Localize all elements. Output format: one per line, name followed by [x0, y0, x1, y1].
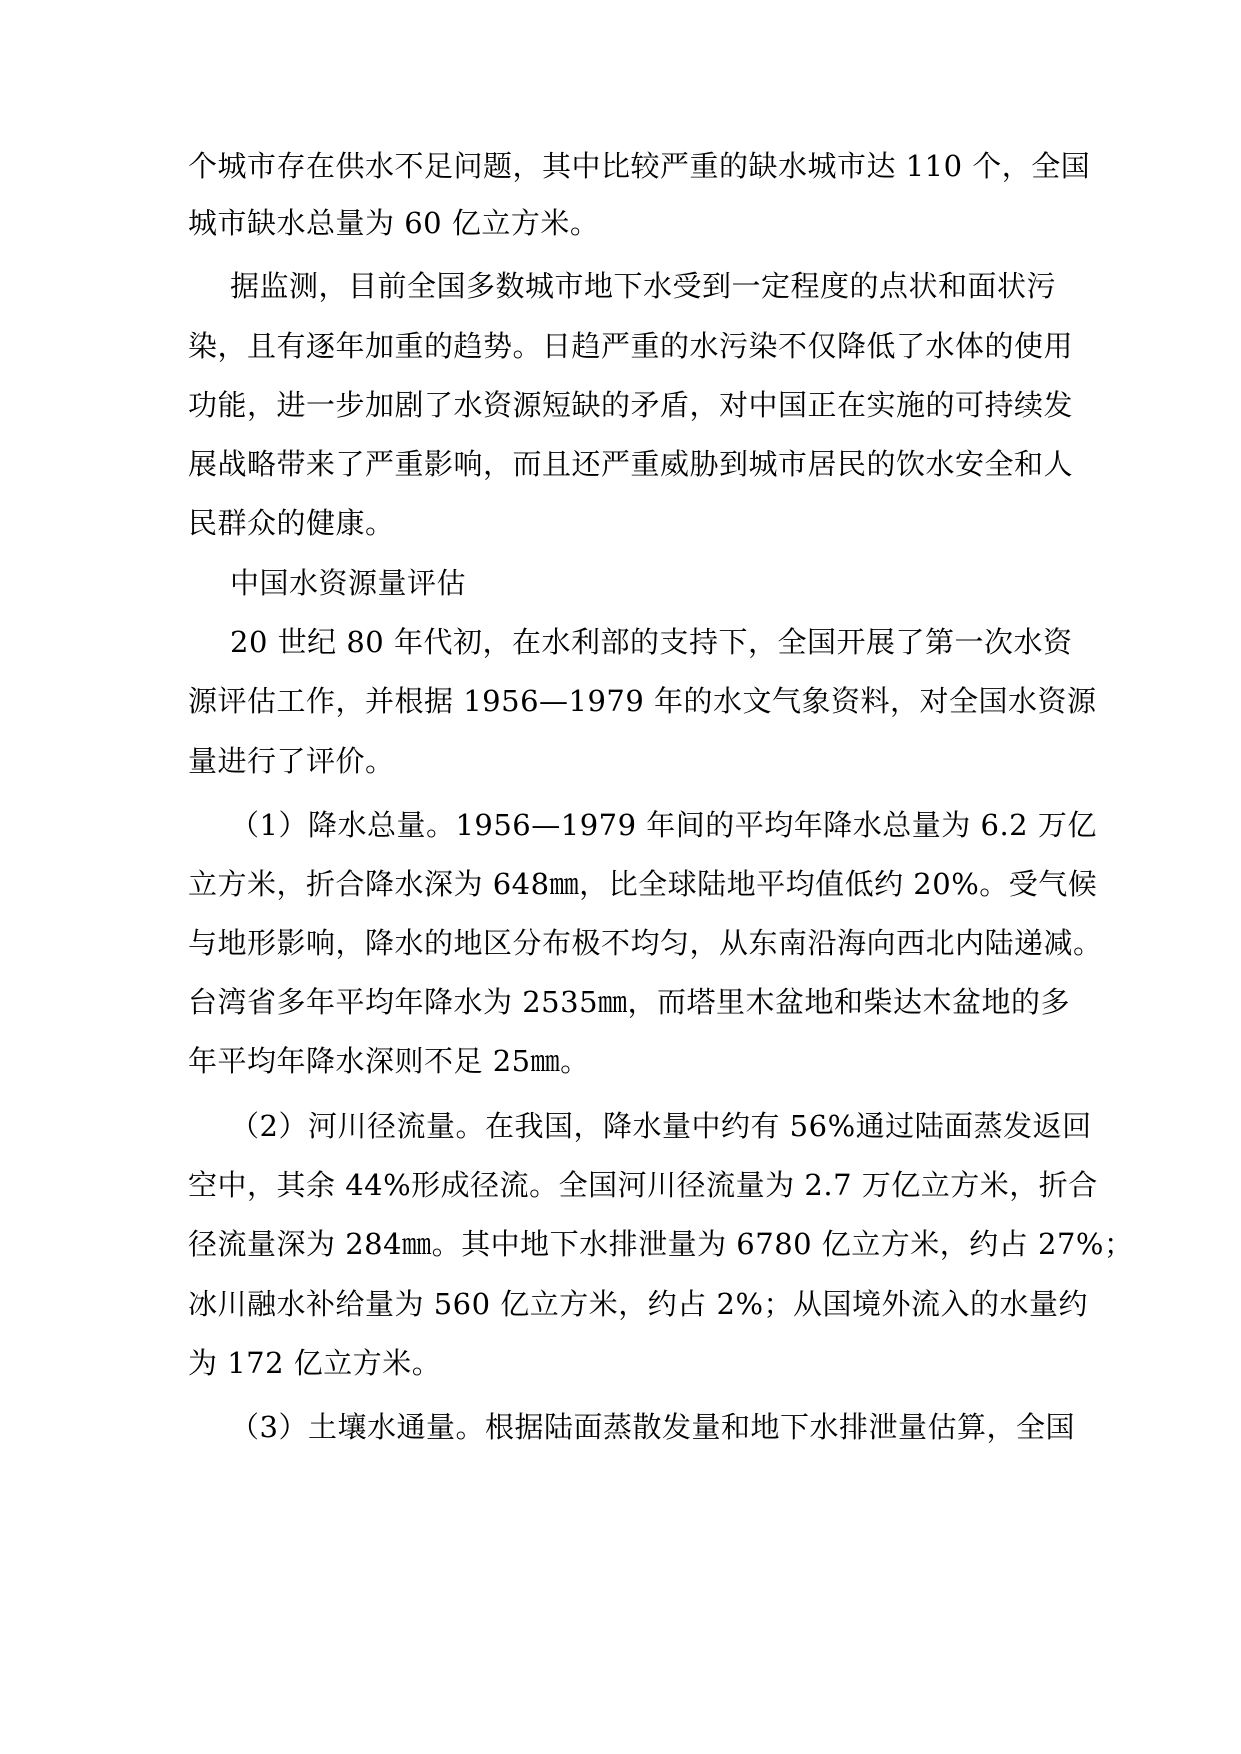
text-line: 量进行了评价。 — [188, 744, 395, 778]
text-line: 径流量深为 284㎜。其中地下水排泄量为 6780 亿立方米，约占 27%； — [188, 1227, 1134, 1261]
text-line: 为 172 亿立方米。 — [188, 1346, 442, 1380]
text-line: 20 世纪 80 年代初，在水利部的支持下，全国开展了第一次水资 — [230, 625, 1073, 659]
text-line: 立方米，折合降水深为 648㎜，比全球陆地平均值低约 20%。受气候 — [188, 867, 1098, 901]
text-line: 冰川融水补给量为 560 亿立方米，约占 2%；从国境外流入的水量约 — [188, 1287, 1089, 1321]
text-line: 功能，进一步加剧了水资源短缺的矛盾，对中国正在实施的可持续发 — [188, 388, 1074, 422]
text-line: 城市缺水总量为 60 亿立方米。 — [188, 206, 600, 240]
text-line: 个城市存在供水不足问题，其中比较严重的缺水城市达 110 个，全国 — [188, 149, 1091, 183]
text-line: 台湾省多年平均年降水为 2535㎜，而塔里木盆地和柴达木盆地的多 — [188, 985, 1071, 1019]
text-line: 年平均年降水深则不足 25㎜。 — [188, 1044, 590, 1078]
text-line: 空中，其余 44%形成径流。全国河川径流量为 2.7 万亿立方米，折合 — [188, 1168, 1098, 1202]
text-line: （2）河川径流量。在我国，降水量中约有 56%通过陆面蒸发返回 — [230, 1109, 1092, 1143]
text-line: 源评估工作，并根据 1956—1979 年的水文气象资料，对全国水资源 — [188, 684, 1097, 718]
text-line: （1）降水总量。1956—1979 年间的平均年降水总量为 6.2 万亿 — [230, 808, 1097, 842]
text-line: 展战略带来了严重影响，而且还严重威胁到城市居民的饮水安全和人 — [188, 447, 1074, 481]
text-line: 据监测，目前全国多数城市地下水受到一定程度的点状和面状污 — [230, 269, 1057, 303]
text-line: 与地形影响，降水的地区分布极不均匀，从东南沿海向西北内陆递减。 — [188, 926, 1103, 960]
text-line: 民群众的健康。 — [188, 506, 395, 540]
text-line: （3）土壤水通量。根据陆面蒸散发量和地下水排泄量估算，全国 — [230, 1410, 1075, 1444]
text-line: 染，且有逐年加重的趋势。日趋严重的水污染不仅降低了水体的使用 — [188, 329, 1074, 363]
section-heading: 中国水资源量评估 — [230, 566, 467, 600]
